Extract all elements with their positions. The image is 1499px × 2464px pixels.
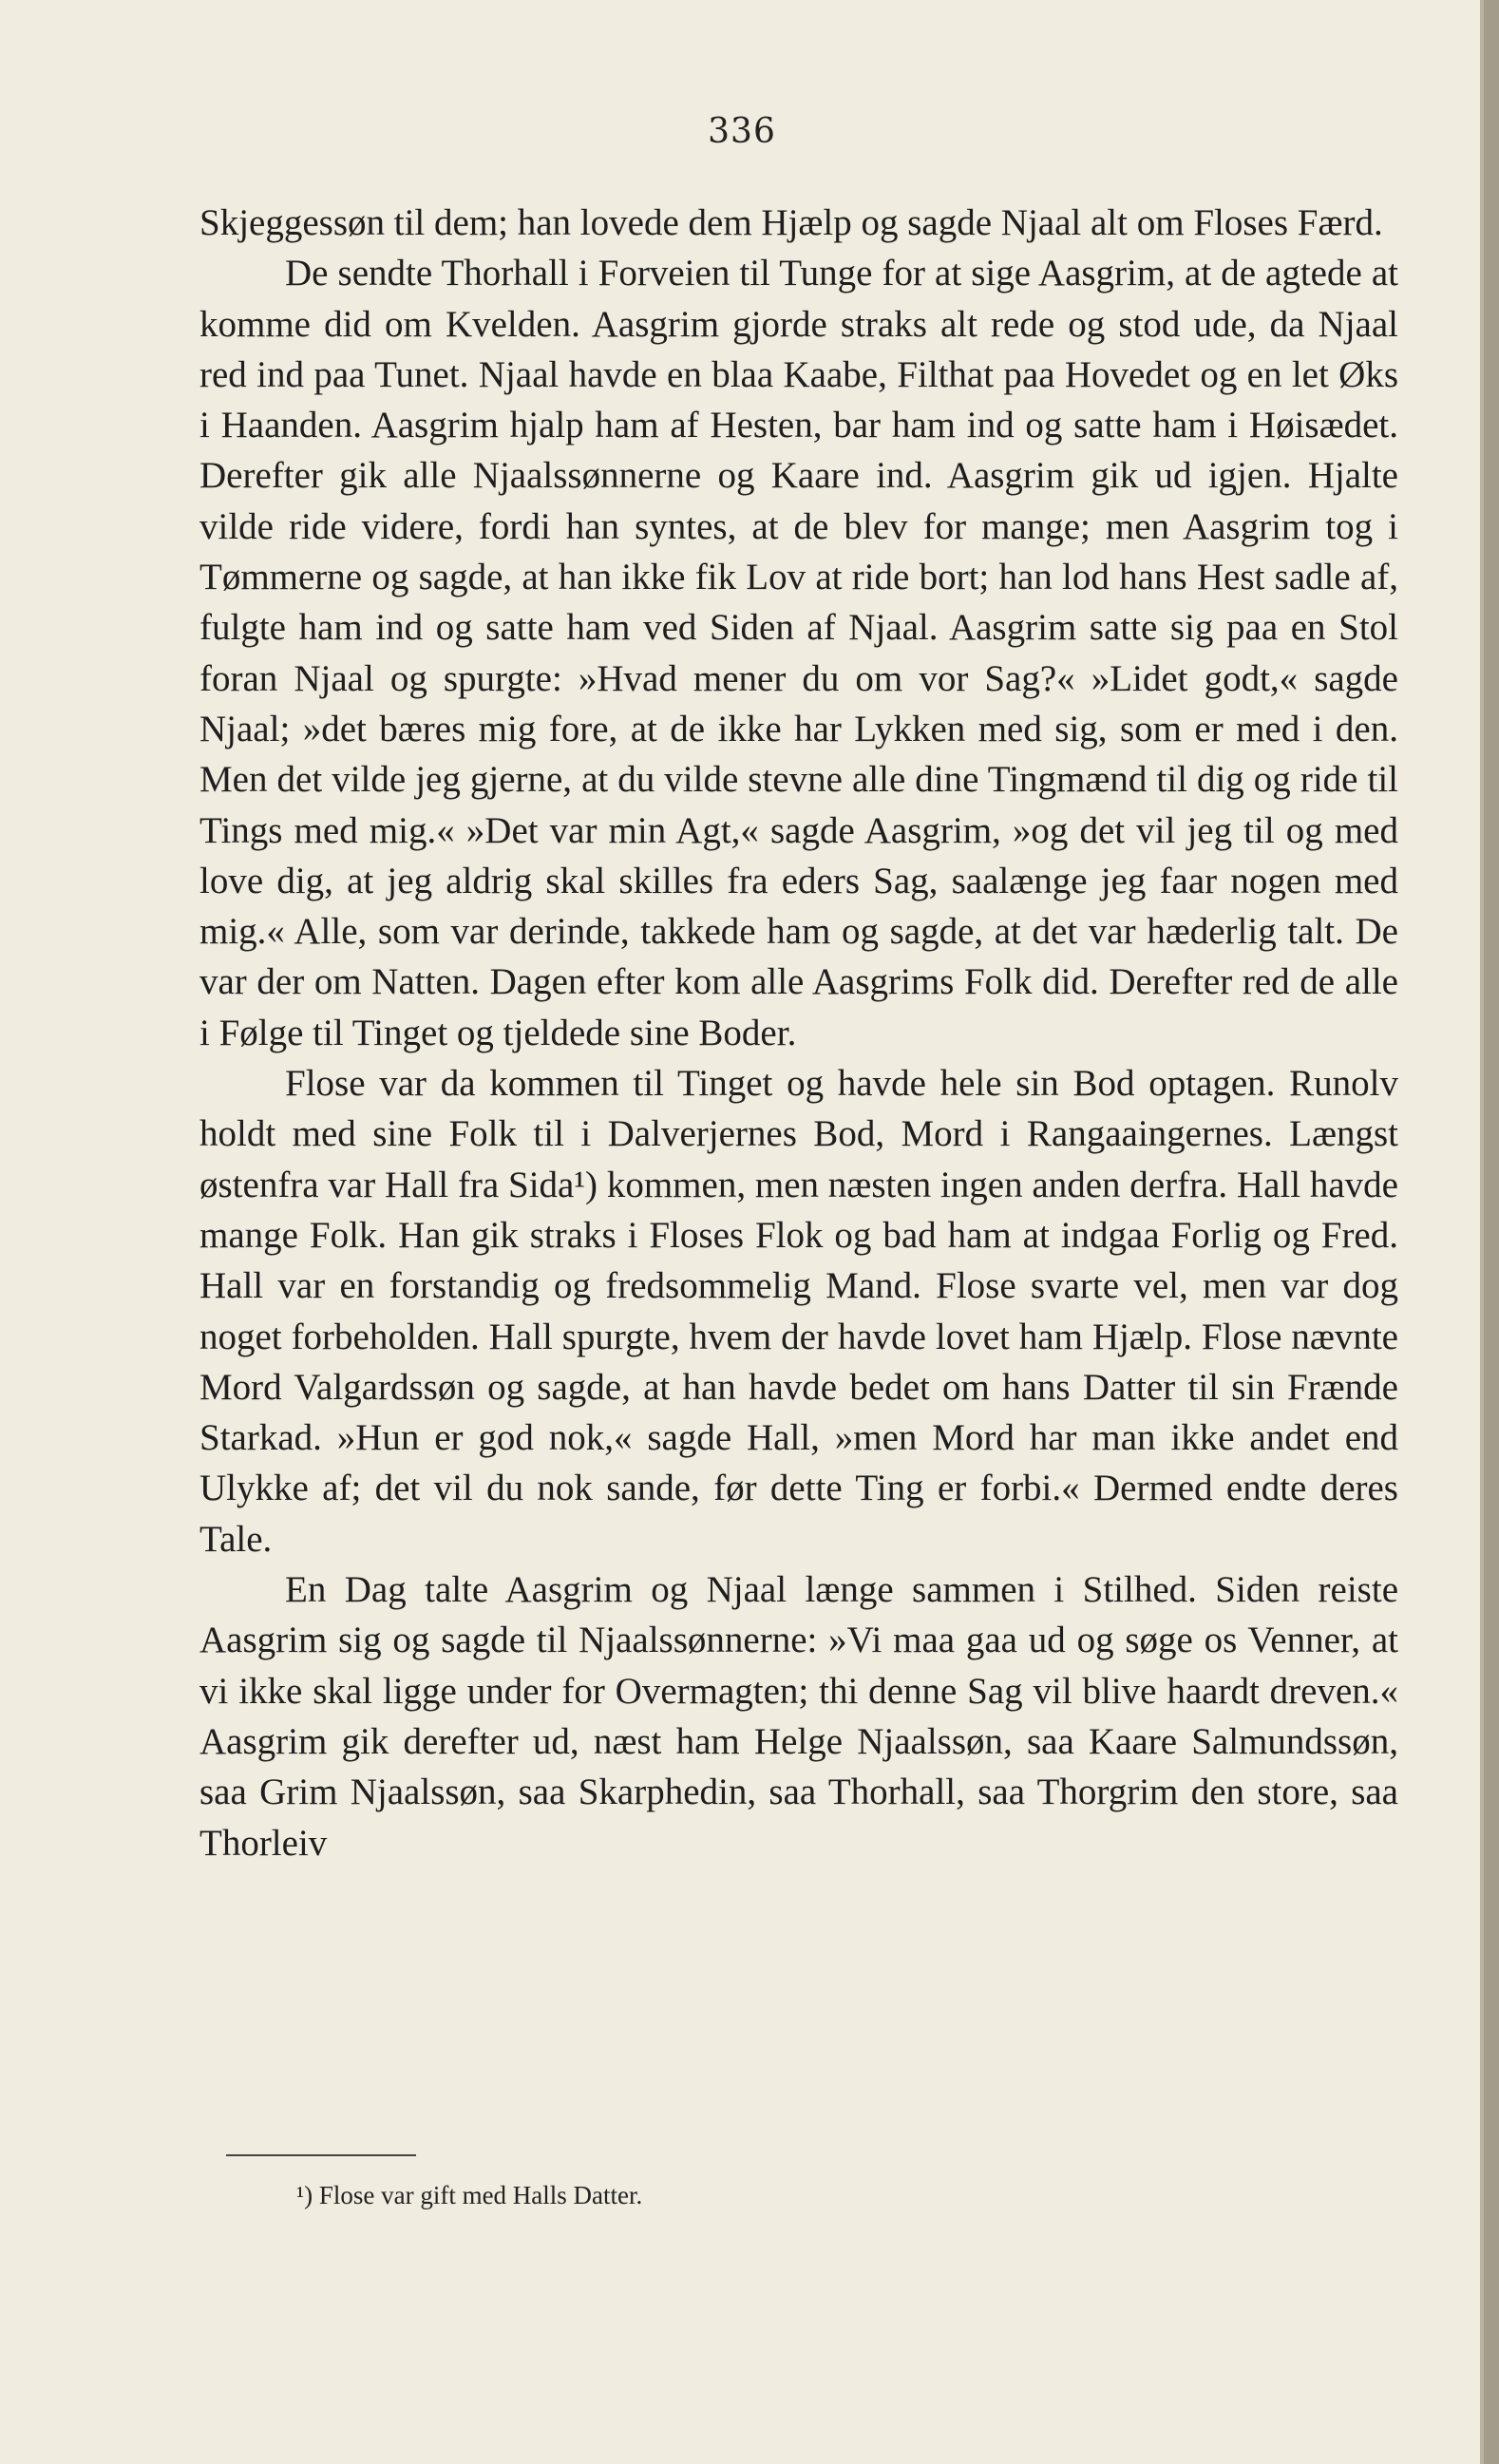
footnote: ¹) Flose var gift med Halls Datter.	[296, 2181, 643, 2209]
page-number: 336	[708, 112, 776, 151]
paragraph-1: Skjeggessøn til dem; han lovede dem Hjælp og sagde Njaal alt om Floses Færd.	[199, 202, 1383, 243]
footnote-divider	[226, 2154, 416, 2156]
paragraph-2: De sendte Thorhall i Forveien til Tunge for at sige Aasgrim, at de agtede at komme did om Kvelden. Aasgrim gjorde straks alt rede og stod ude, da Njaal red ind paa Tunet. Njaal havde en blaa Kaabe, Filthat paa Hovedet og en let Øks i Haanden. Aasgrim hjalp ham af Hesten, bar ham ind og satte ham i Høisædet. Derefter gik alle Njaalssønnerne og Kaare ind. Aasgrim gik ud igjen. Hjalte vilde ride videre, fordi han syntes, at de blev for mange; men Aasgrim tog i Tømmerne og sagde, at han ikke fik Lov at ride bort; han lod hans Hest sadle af, fulgte ham ind og satte ham ved Siden af Njaal. Aasgrim satte sig paa en Stol foran Njaal og spurgte: »Hvad mener du om vor Sag?« »Lidet godt,« sagde Njaal; »det bæres mig fore, at de ikke har Lykken med sig, som er med i den. Men det vilde jeg gjerne, at du vilde stevne alle dine Tingmænd til dig og ride til Tings med mig.« »Det var min Agt,« sagde Aasgrim, »og det vil jeg til og med love dig, at jeg aldrig skal skilles fra eders Sag, saalænge jeg faar nogen med mig.« Alle, som var derinde, takkede ham og sagde, at det var hæderlig talt. De var der om Natten. Dagen efter kom alle Aasgrims Folk did. Derefter red de alle i Følge til Tinget og tjeldede sine Boder.	[199, 253, 1398, 1053]
page-edge-shadow	[1484, 0, 1499, 2464]
paragraph-4: En Dag talte Aasgrim og Njaal længe sammen i Stilhed. Siden reiste Aasgrim sig og sagde til Njaalssønnerne: »Vi maa gaa ud og søge os Venner, at vi ikke skal ligge under for Overmagten; thi denne Sag vil blive haardt dreven.« Aasgrim gik derefter ud, næst ham Helge Njaalssøn, saa Kaare Salmundssøn, saa Grim Njaalssøn, saa Skarphedin, saa Thorhall, saa Thorgrim den store, saa Thorleiv	[199, 1569, 1398, 1864]
body-text	[199, 198, 1398, 1868]
paragraph-3: Flose var da kommen til Tinget og havde hele sin Bod optagen. Runolv holdt med sine Folk til i Dalverjernes Bod, Mord i Rangaaingernes. Længst østenfra var Hall fra Sida¹) kommen, men næsten ingen anden derfra. Hall havde mange Folk. Han gik straks i Floses Flok og bad ham at indgaa Forlig og Fred. Hall var en forstandig og fredsommelig Mand. Flose svarte vel, men var dog noget forbeholden. Hall spurgte, hvem der havde lovet ham Hjælp. Flose nævnte Mord Valgardssøn og sagde, at han havde bedet om hans Datter til sin Frænde Starkad. »Hun er god nok,« sagde Hall, »men Mord har man ikke andet end Ulykke af; det vil du nok sande, før dette Ting er forbi.« Dermed endte deres Tale.	[199, 1063, 1398, 1560]
